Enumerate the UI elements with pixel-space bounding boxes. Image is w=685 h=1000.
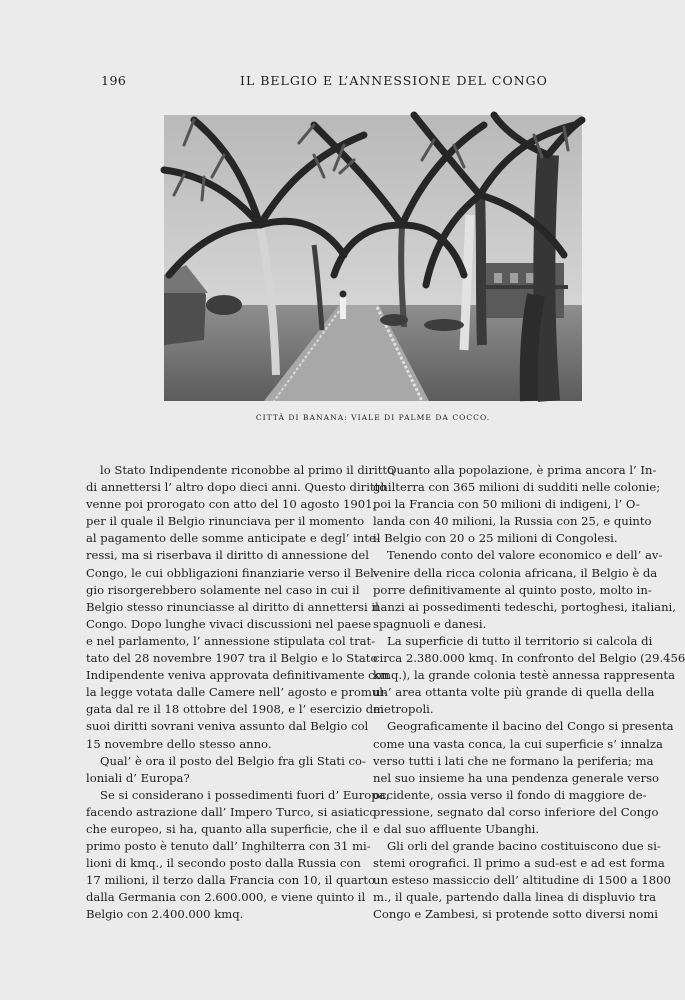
text-line: per il quale il Belgio rinunciava per il momento xyxy=(86,514,365,529)
text-line: Qual’ è ora il posto del Belgio fra gli Stati co- xyxy=(100,753,366,768)
text-line: Tenendo conto del valore economico e dell’ av- xyxy=(387,548,663,563)
text-line: dalla Germania con 2.600.000, e viene quinto il xyxy=(86,890,366,905)
text-line: suoi diritti sovrani veniva assunto dal Belgio col xyxy=(86,719,369,734)
text-line: kmq.), la grande colonia testè annessa rappresenta xyxy=(373,668,675,683)
text-line: un’ area ottanta volte più grande di quella della xyxy=(373,685,655,700)
text-line: Quanto alla popolazione, è prima ancora l’ In- xyxy=(387,463,657,477)
text-line: come una vasta conca, la cui superficie s’ innalza xyxy=(373,736,663,751)
figure-caption: CITTÀ DI BANANA: VIALE DI PALME DA COCCO. xyxy=(255,413,491,422)
text-line: Congo. Dopo lunghe vivaci discussioni nel paese xyxy=(86,616,372,631)
text-line: Se si considerano i possedimenti fuori d’ Europa, xyxy=(100,787,390,802)
text-line: venire della ricca colonia africana, il Belgio è da xyxy=(373,565,658,580)
text-line: gio risorgerebbero solamente nel caso in cui il xyxy=(86,582,360,597)
text-line: Congo, le cui obbligazioni finanziarie verso il Bel- xyxy=(86,565,378,580)
text-line: verso tutti i lati che ne formano la periferia; ma xyxy=(373,753,654,768)
text-line: landa con 40 milioni, la Russia con 25, e quinto xyxy=(373,514,652,529)
text-line: e dal suo affluente Ubanghi. xyxy=(373,821,540,836)
text-line: stemi orografici. Il primo a sud-est e ad est forma xyxy=(373,856,665,871)
text-line: al pagamento delle somme anticipate e degl’ inte- xyxy=(86,531,380,546)
text-line: Belgio stesso rinunciasse al diritto di annettersi il xyxy=(86,599,379,614)
text-line: un esteso massiccio dell’ altitudine di 1500 a 1800 xyxy=(373,873,671,888)
text-line: occidente, ossia verso il fondo di maggiore de- xyxy=(373,787,647,802)
text-line: lo Stato Indipendente riconobbe al primo il diritto xyxy=(100,463,395,477)
text-line: che europeo, si ha, quanto alla superficie, che il xyxy=(86,821,368,836)
page-number: 196 xyxy=(101,73,127,88)
text-line: gata dal re il 18 ottobre del 1908, e l’ esercizio dei xyxy=(86,702,384,717)
text-line: facendo astrazione dall’ Impero Turco, si asiatico xyxy=(86,804,377,819)
text-line: e nel parlamento, l’ annessione stipulata col trat- xyxy=(86,633,376,648)
text-line: il Belgio con 20 o 25 milioni di Congolesi. xyxy=(373,531,618,546)
text-line: tato del 28 novembre 1907 tra il Belgio e lo Stato xyxy=(86,651,378,666)
text-line: 15 novembre dello stesso anno. xyxy=(86,736,272,751)
text-line: poi la Francia con 50 milioni di indigeni, l’ O- xyxy=(373,497,640,512)
text-line: primo posto è tenuto dall’ Inghilterra con 31 mi- xyxy=(86,839,371,854)
text-line: La superficie di tutto il territorio si calcola di xyxy=(387,633,653,648)
text-line: Gli orli del grande bacino costituiscono due si- xyxy=(387,839,661,854)
text-line: pressione, segnato dal corso inferiore del Congo xyxy=(373,804,659,819)
text-line: Congo e Zambesi, si protende sotto diversi nomi xyxy=(373,907,658,922)
text-line: nanzi ai possedimenti tedeschi, portoghesi, italiani, xyxy=(373,599,676,614)
text-line: venne poi prorogato con atto del 10 agosto 1901, xyxy=(86,497,377,512)
text-line: 17 milioni, il terzo dalla Francia con 10, il quarto xyxy=(86,873,375,888)
text-line: Belgio con 2.400.000 kmq. xyxy=(86,907,244,922)
photo-illustration xyxy=(164,115,582,401)
text-line: ghilterra con 365 milioni di sudditi nelle colonie; xyxy=(373,480,661,495)
right-text-column xyxy=(373,462,685,924)
text-line: ressi, ma si riserbava il diritto di annessione del xyxy=(86,548,369,563)
text-line: m., il quale, partendo dalla linea di displuvio tra xyxy=(373,890,657,905)
text-line: di annettersi l’ altro dopo dieci anni. Questo diritto xyxy=(86,480,387,495)
text-line: lioni di kmq., il secondo posto dalla Russia con xyxy=(86,856,361,871)
text-line: Indipendente veniva approvata definitivamente con xyxy=(86,668,390,683)
text-line: Geograficamente il bacino del Congo si presenta xyxy=(387,719,674,734)
text-line: spagnuoli e danesi. xyxy=(373,616,487,631)
running-title: IL BELGIO E L’ANNESSIONE DEL CONGO xyxy=(240,73,548,88)
left-text-column xyxy=(86,462,395,924)
text-line: la legge votata dalle Camere nell’ agosto e promul- xyxy=(86,685,387,700)
text-line: metropoli. xyxy=(373,702,434,717)
palm-avenue-photo xyxy=(164,115,582,401)
text-line: circa 2.380.000 kmq. In confronto del Belgio (29.456 xyxy=(373,651,685,666)
text-line: porre definitivamente al quinto posto, molto in- xyxy=(373,582,652,597)
text-line: loniali d’ Europa? xyxy=(86,770,190,785)
text-line: nel suo insieme ha una pendenza generale verso xyxy=(373,770,660,785)
